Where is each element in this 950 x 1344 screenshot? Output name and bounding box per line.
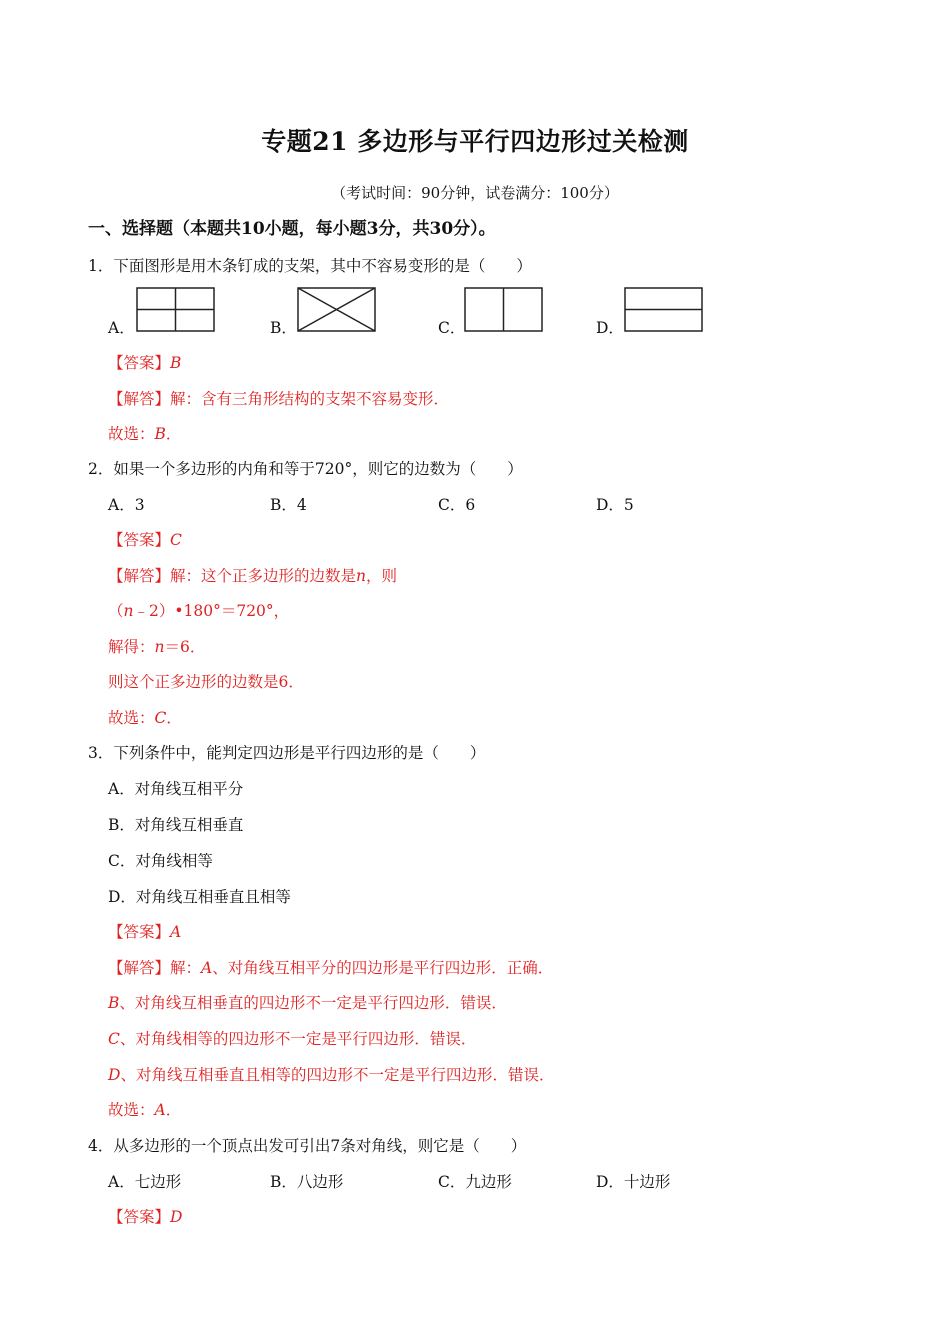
q2-result: 则这个正多边形的边数是6． bbox=[108, 673, 304, 691]
q4-option-d: D．十边形 bbox=[596, 1173, 671, 1191]
q1-conclusion bbox=[108, 422, 181, 446]
q4-option-b: B．八边形 bbox=[270, 1173, 344, 1191]
choose-prefix: 故选： bbox=[108, 709, 155, 727]
explain-text: 、对角线相等的四边形不一定是平行四边形．错误． bbox=[119, 1030, 477, 1048]
explain-text: 解：这个正多边形的边数是 bbox=[170, 567, 357, 585]
q3-explanation-b bbox=[108, 991, 507, 1015]
q1-option-c: C． bbox=[438, 319, 466, 337]
explain-text-end: ，则 bbox=[366, 567, 398, 585]
choose-value: C bbox=[154, 709, 167, 727]
q1-answer bbox=[108, 351, 181, 375]
q3-conclusion bbox=[108, 1098, 181, 1122]
question-2-stem: 2．如果一个多边形的内角和等于720°，则它的边数为（ ） bbox=[88, 460, 523, 478]
answer-tag: 【答案】 bbox=[108, 531, 171, 549]
q3-explanation-d bbox=[108, 1063, 554, 1087]
q2-option-c: C．6 bbox=[438, 496, 476, 514]
explain-tag: 【解答】 bbox=[108, 959, 171, 977]
answer-tag: 【答案】 bbox=[108, 1208, 171, 1226]
answer-tag: 【答案】 bbox=[108, 354, 171, 372]
q2-option-d: D．5 bbox=[596, 496, 634, 514]
q1-figure-a bbox=[136, 287, 216, 333]
explain-text: 解：含有三角形结构的支架不容易变形． bbox=[170, 390, 450, 408]
q1-figure-d bbox=[624, 287, 704, 333]
variable-n: n bbox=[154, 638, 165, 656]
option-letter: A bbox=[201, 959, 213, 977]
q1-figure-b bbox=[297, 287, 377, 333]
explain-text: 、对角线互相平分的四边形是平行四边形．正确． bbox=[212, 959, 554, 977]
option-letter: B bbox=[108, 994, 120, 1012]
answer-value: C bbox=[170, 531, 182, 549]
variable-n: n bbox=[123, 602, 134, 620]
eq-open: （ bbox=[108, 602, 124, 620]
q4-option-c: C．九边形 bbox=[438, 1173, 512, 1191]
question-1-stem: 1．下面图形是用木条钉成的支架，其中不容易变形的是（ ） bbox=[88, 257, 532, 275]
eq-rest: ﹣2）•180°＝720°， bbox=[133, 602, 290, 620]
section-heading: 一、选择题（本题共10小题，每小题3分，共30分）。 bbox=[88, 219, 496, 239]
answer-value: D bbox=[170, 1208, 183, 1226]
answer-value: B bbox=[170, 354, 182, 372]
q3-option-c: C．对角线相等 bbox=[108, 852, 213, 870]
q3-option-b: B．对角线互相垂直 bbox=[108, 816, 244, 834]
q4-option-a: A．七边形 bbox=[108, 1173, 182, 1191]
q3-answer bbox=[108, 920, 181, 944]
option-letter: D bbox=[108, 1066, 121, 1084]
answer-value: A bbox=[170, 923, 182, 941]
explain-prefix: 解： bbox=[170, 959, 202, 977]
q1-figure-c bbox=[464, 287, 544, 333]
choose-prefix: 故选： bbox=[108, 1101, 155, 1119]
q3-explanation-a bbox=[108, 956, 553, 980]
q2-answer bbox=[108, 528, 182, 552]
question-4-stem: 4．从多边形的一个顶点出发可引出7条对角线，则它是（ ） bbox=[88, 1137, 527, 1155]
choose-prefix: 故选： bbox=[108, 425, 155, 443]
solve-rest: ＝6． bbox=[164, 638, 206, 656]
variable-n: n bbox=[356, 567, 367, 585]
q1-explanation bbox=[108, 387, 449, 411]
q3-option-d: D．对角线互相垂直且相等 bbox=[108, 888, 291, 906]
explain-tag: 【解答】 bbox=[108, 567, 171, 585]
q2-option-a: A．3 bbox=[108, 496, 145, 514]
choose-value: B bbox=[154, 425, 166, 443]
explain-tag: 【解答】 bbox=[108, 390, 171, 408]
choose-end: ． bbox=[166, 709, 182, 727]
exam-info: （考试时间：90分钟，试卷满分：100分） bbox=[331, 184, 619, 202]
choose-end: ． bbox=[165, 1101, 182, 1119]
q2-option-b: B．4 bbox=[270, 496, 307, 514]
q3-explanation-c bbox=[108, 1027, 476, 1051]
choose-end: ． bbox=[165, 425, 182, 443]
q1-option-b: B． bbox=[270, 319, 297, 337]
answer-tag: 【答案】 bbox=[108, 923, 171, 941]
choose-value: A bbox=[154, 1101, 166, 1119]
q2-equation bbox=[108, 599, 289, 623]
solve-prefix: 解得： bbox=[108, 638, 155, 656]
explain-text: 、对角线互相垂直且相等的四边形不一定是平行四边形．错误． bbox=[120, 1066, 555, 1084]
q2-explanation bbox=[108, 564, 397, 588]
page-title: 专题21 多边形与平行四边形过关检测 bbox=[261, 127, 689, 156]
q2-solution bbox=[108, 635, 205, 659]
question-3-stem: 3．下列条件中，能判定四边形是平行四边形的是（ ） bbox=[88, 744, 486, 762]
explain-text: 、对角线互相垂直的四边形不一定是平行四边形．错误． bbox=[119, 994, 507, 1012]
q1-option-d: D． bbox=[596, 319, 624, 337]
q3-option-a: A．对角线互相平分 bbox=[108, 780, 244, 798]
q2-conclusion bbox=[108, 706, 182, 730]
q1-option-a: A． bbox=[108, 319, 135, 337]
q4-answer bbox=[108, 1205, 182, 1229]
option-letter: C bbox=[108, 1030, 120, 1048]
